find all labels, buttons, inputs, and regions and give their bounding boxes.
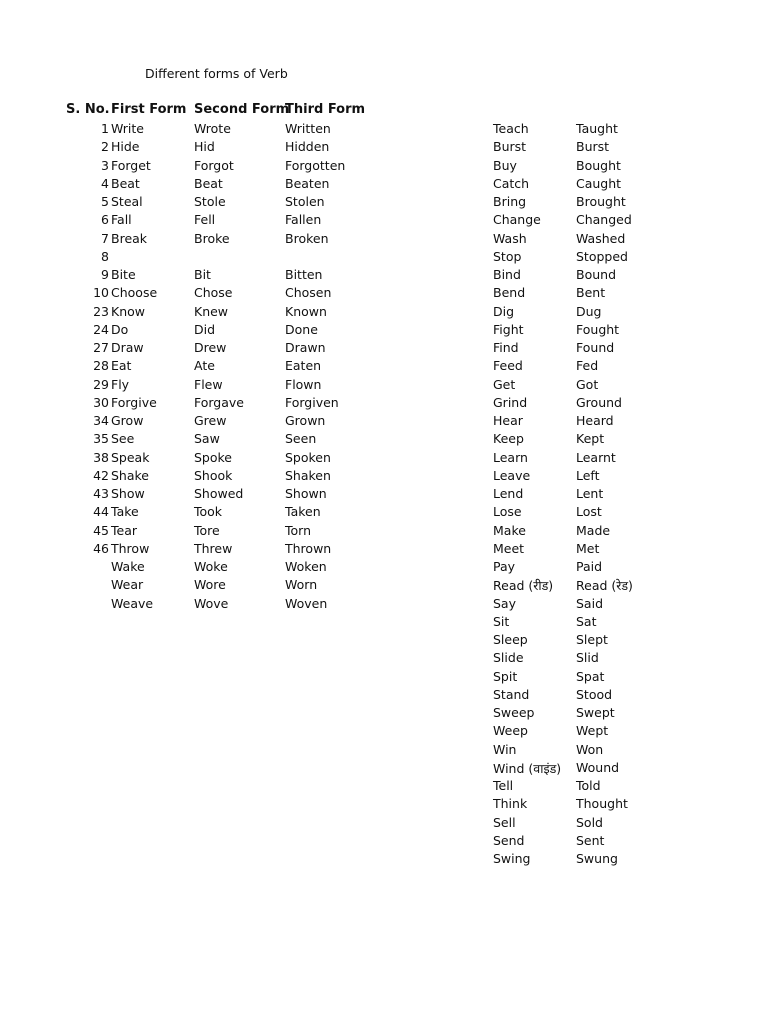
second-form: Dug — [576, 303, 602, 319]
first-form: Break — [111, 230, 148, 246]
second-form: Won — [576, 741, 604, 757]
first-form: See — [111, 431, 135, 447]
first-form: Wind (वाइंड) — [493, 760, 562, 776]
second-form: Learnt — [576, 449, 616, 465]
third-form: Grown — [285, 413, 326, 428]
third-form: Chosen — [285, 285, 332, 301]
table-row — [0, 721, 768, 739]
first-form: Think — [493, 796, 528, 812]
table-row — [0, 247, 768, 265]
table-row — [0, 849, 768, 867]
first-form: Lend — [493, 486, 524, 501]
first-form: Wake — [111, 559, 145, 574]
serial-number: 28 — [93, 358, 109, 374]
third-form: Shaken — [285, 467, 331, 483]
first-form: Stand — [493, 686, 530, 702]
first-form: Eat — [111, 358, 132, 374]
first-form: Shake — [111, 467, 150, 483]
first-form: Meet — [493, 540, 525, 556]
serial-number: 7 — [101, 230, 109, 246]
first-form: Spit — [493, 668, 518, 684]
second-form: Did — [194, 321, 216, 337]
serial-number: 34 — [93, 413, 109, 428]
table-row — [0, 594, 768, 612]
first-form: Leave — [493, 467, 531, 483]
second-form: Lent — [576, 486, 604, 501]
table-row — [0, 758, 768, 776]
second-form: Sat — [576, 613, 597, 629]
table-row — [0, 119, 768, 137]
serial-number: 1 — [101, 121, 109, 136]
second-form: Beat — [194, 175, 223, 191]
header-second-form: Second Form — [194, 102, 290, 117]
table-row — [0, 466, 768, 484]
second-form: Swung — [576, 851, 618, 866]
second-form: Took — [194, 504, 223, 520]
first-form: Take — [111, 504, 139, 520]
third-form: Written — [285, 121, 331, 136]
second-form: Told — [576, 778, 601, 793]
table-row — [0, 667, 768, 685]
second-form: Showed — [194, 486, 244, 501]
second-form: Heard — [576, 413, 614, 428]
table-row — [0, 794, 768, 812]
serial-number: 35 — [93, 431, 109, 447]
first-form: Bind — [493, 267, 521, 282]
table-row — [0, 283, 768, 301]
second-form: Got — [576, 376, 599, 392]
first-form: Hear — [493, 413, 523, 428]
second-form: Bent — [576, 285, 606, 301]
second-form: Slid — [576, 650, 599, 666]
table-row — [0, 612, 768, 630]
first-form: Slide — [493, 650, 524, 666]
third-form: Worn — [285, 577, 318, 593]
second-form: Thought — [576, 796, 628, 812]
second-form: Swept — [576, 705, 615, 720]
second-form: Tore — [194, 522, 220, 538]
table-row — [0, 703, 768, 721]
second-form: Wept — [576, 723, 609, 739]
second-form: Woke — [194, 559, 228, 574]
third-form: Forgotten — [285, 157, 346, 173]
table-row — [0, 356, 768, 374]
third-form: Broken — [285, 230, 329, 246]
serial-number: 10 — [93, 285, 109, 301]
second-form: Bought — [576, 157, 621, 173]
first-form: Hide — [111, 139, 140, 155]
right-verb-table — [0, 119, 768, 867]
first-form: Bend — [493, 285, 526, 301]
first-form: Catch — [493, 175, 530, 191]
second-form: Knew — [194, 303, 229, 319]
table-row — [0, 174, 768, 192]
second-form: Made — [576, 522, 611, 538]
serial-number: 23 — [93, 303, 109, 319]
first-form: Throw — [111, 540, 150, 556]
first-form: Make — [493, 522, 526, 538]
table-row — [0, 502, 768, 520]
table-row — [0, 539, 768, 557]
first-form: Tear — [111, 522, 138, 538]
second-form: Caught — [576, 175, 622, 191]
third-form: Eaten — [285, 358, 322, 374]
second-form: Shook — [194, 467, 233, 483]
serial-number: 42 — [93, 467, 109, 483]
second-form: Bit — [194, 267, 211, 282]
table-row — [0, 630, 768, 648]
second-form: Sent — [576, 832, 605, 848]
serial-number: 44 — [93, 504, 109, 520]
table-row — [0, 137, 768, 155]
third-form: Taken — [285, 504, 321, 520]
second-form: Read (रेड) — [576, 578, 633, 594]
first-form: Speak — [111, 449, 150, 465]
third-form: Fallen — [285, 212, 322, 228]
third-form: Spoken — [285, 449, 331, 465]
table-row — [0, 429, 768, 447]
second-form: Ground — [576, 394, 622, 410]
first-form: Forgive — [111, 394, 157, 410]
third-form: Flown — [285, 376, 322, 392]
second-form: Wound — [576, 759, 620, 775]
serial-number: 3 — [101, 157, 109, 173]
serial-number: 29 — [93, 376, 109, 392]
first-form: Choose — [111, 285, 158, 301]
second-form: Chose — [194, 285, 233, 301]
first-form: Pay — [493, 559, 516, 574]
first-form: Show — [111, 486, 145, 501]
first-form: Grow — [111, 413, 144, 428]
second-form: Sold — [576, 814, 603, 830]
first-form: Weave — [111, 595, 154, 611]
first-form: Tell — [493, 778, 514, 793]
table-row — [0, 411, 768, 429]
second-form: Fought — [576, 321, 620, 337]
second-form: Wrote — [194, 121, 231, 136]
first-form: Swing — [493, 851, 531, 866]
first-form: Grind — [493, 394, 528, 410]
serial-number: 4 — [101, 175, 109, 191]
first-form: Steal — [111, 194, 143, 209]
table-row — [0, 192, 768, 210]
first-form: Wash — [493, 230, 527, 246]
first-form: Stop — [493, 248, 522, 264]
first-form: Change — [493, 212, 541, 228]
second-form: Washed — [576, 230, 626, 246]
table-row — [0, 393, 768, 411]
serial-number: 24 — [93, 321, 109, 337]
first-form: Read (रीड) — [493, 578, 554, 594]
first-form: Send — [493, 832, 525, 848]
first-form: Teach — [493, 121, 529, 136]
third-form: Drawn — [285, 340, 326, 355]
first-form: Find — [493, 340, 519, 355]
second-form: Met — [576, 540, 600, 556]
page-title: Different forms of Verb — [145, 66, 288, 81]
table-row — [0, 375, 768, 393]
table-row — [0, 320, 768, 338]
first-form: Draw — [111, 340, 144, 355]
second-form: Kept — [576, 431, 605, 447]
first-form: Sit — [493, 613, 510, 629]
first-form: Sleep — [493, 632, 528, 647]
first-form: Say — [493, 595, 516, 611]
second-form: Forgave — [194, 394, 244, 410]
table-row — [0, 484, 768, 502]
first-form: Fall — [111, 212, 132, 228]
second-form: Spat — [576, 668, 605, 684]
second-form: Fell — [194, 212, 216, 228]
table-row — [0, 521, 768, 539]
table-row — [0, 338, 768, 356]
third-form: Woven — [285, 595, 328, 611]
third-form: Beaten — [285, 175, 330, 191]
first-form: Get — [493, 376, 516, 392]
table-row — [0, 648, 768, 666]
table-row — [0, 740, 768, 758]
first-form: Know — [111, 303, 145, 319]
second-form: Drew — [194, 340, 227, 355]
serial-number: 46 — [93, 540, 109, 556]
serial-number: 8 — [101, 248, 109, 264]
serial-number: 6 — [101, 212, 109, 228]
table-row — [0, 685, 768, 703]
second-form: Left — [576, 467, 600, 483]
first-form: Buy — [493, 157, 517, 173]
serial-number: 45 — [93, 522, 109, 538]
third-form: Known — [285, 303, 327, 319]
second-form: Spoke — [194, 449, 233, 465]
table-row — [0, 776, 768, 794]
table-row — [0, 575, 768, 593]
third-form: Thrown — [285, 540, 332, 556]
third-form: Shown — [285, 486, 327, 501]
serial-number: 43 — [93, 486, 109, 501]
second-form: Slept — [576, 632, 608, 647]
second-form: Grew — [194, 413, 227, 428]
second-form: Stood — [576, 686, 613, 702]
first-form: Burst — [493, 139, 527, 155]
first-form: Fight — [493, 321, 524, 337]
serial-number: 9 — [101, 267, 109, 282]
serial-number: 2 — [101, 139, 109, 155]
first-form: Forget — [111, 157, 151, 173]
first-form: Learn — [493, 449, 528, 465]
table-row — [0, 265, 768, 283]
first-form: Bite — [111, 267, 136, 282]
table-row — [0, 302, 768, 320]
serial-number: 5 — [101, 194, 109, 209]
first-form: Weep — [493, 723, 528, 739]
second-form: Brought — [576, 194, 626, 209]
second-form: Flew — [194, 376, 223, 392]
third-form: Woken — [285, 559, 327, 574]
second-form: Fed — [576, 358, 599, 374]
table-row — [0, 156, 768, 174]
header-first-form: First Form — [111, 102, 187, 117]
first-form: Feed — [493, 358, 523, 374]
table-row — [0, 229, 768, 247]
third-form: Stolen — [285, 194, 325, 209]
second-form: Paid — [576, 559, 603, 574]
second-form: Stole — [194, 194, 226, 209]
second-form: Wore — [194, 577, 226, 593]
table-row — [0, 448, 768, 466]
second-form: Ate — [194, 358, 215, 374]
third-form: Torn — [285, 522, 312, 538]
third-form: Done — [285, 321, 318, 337]
table-row — [0, 210, 768, 228]
first-form: Lose — [493, 504, 522, 520]
table-row — [0, 813, 768, 831]
header-sno: S. No. — [66, 102, 110, 117]
second-form: Taught — [576, 121, 618, 136]
first-form: Bring — [493, 194, 527, 209]
second-form: Changed — [576, 212, 632, 228]
second-form: Stopped — [576, 248, 628, 264]
first-form: Dig — [493, 303, 515, 319]
first-form: Wear — [111, 577, 144, 593]
second-form: Forgot — [194, 157, 234, 173]
table-row — [0, 831, 768, 849]
second-form: Saw — [194, 431, 220, 447]
first-form: Fly — [111, 376, 130, 392]
first-form: Win — [493, 741, 517, 757]
second-form: Broke — [194, 230, 230, 246]
serial-number: 27 — [93, 340, 109, 355]
serial-number: 30 — [93, 394, 109, 410]
second-form: Wove — [194, 595, 229, 611]
first-form: Sweep — [493, 705, 535, 720]
header-third-form: Third Form — [285, 102, 366, 117]
first-form: Do — [111, 321, 129, 337]
second-form: Hid — [194, 139, 215, 155]
first-form: Beat — [111, 175, 140, 191]
third-form: Forgiven — [285, 394, 339, 410]
second-form: Threw — [194, 540, 233, 556]
second-form: Lost — [576, 504, 602, 520]
second-form: Bound — [576, 267, 617, 282]
serial-number: 38 — [93, 449, 109, 465]
table-row — [0, 557, 768, 575]
third-form: Bitten — [285, 267, 323, 282]
second-form: Said — [576, 595, 604, 611]
first-form: Write — [111, 121, 145, 136]
second-form: Found — [576, 340, 615, 355]
first-form: Keep — [493, 431, 524, 447]
third-form: Seen — [285, 431, 317, 447]
first-form: Sell — [493, 814, 516, 830]
second-form: Burst — [576, 139, 610, 155]
third-form: Hidden — [285, 139, 330, 155]
